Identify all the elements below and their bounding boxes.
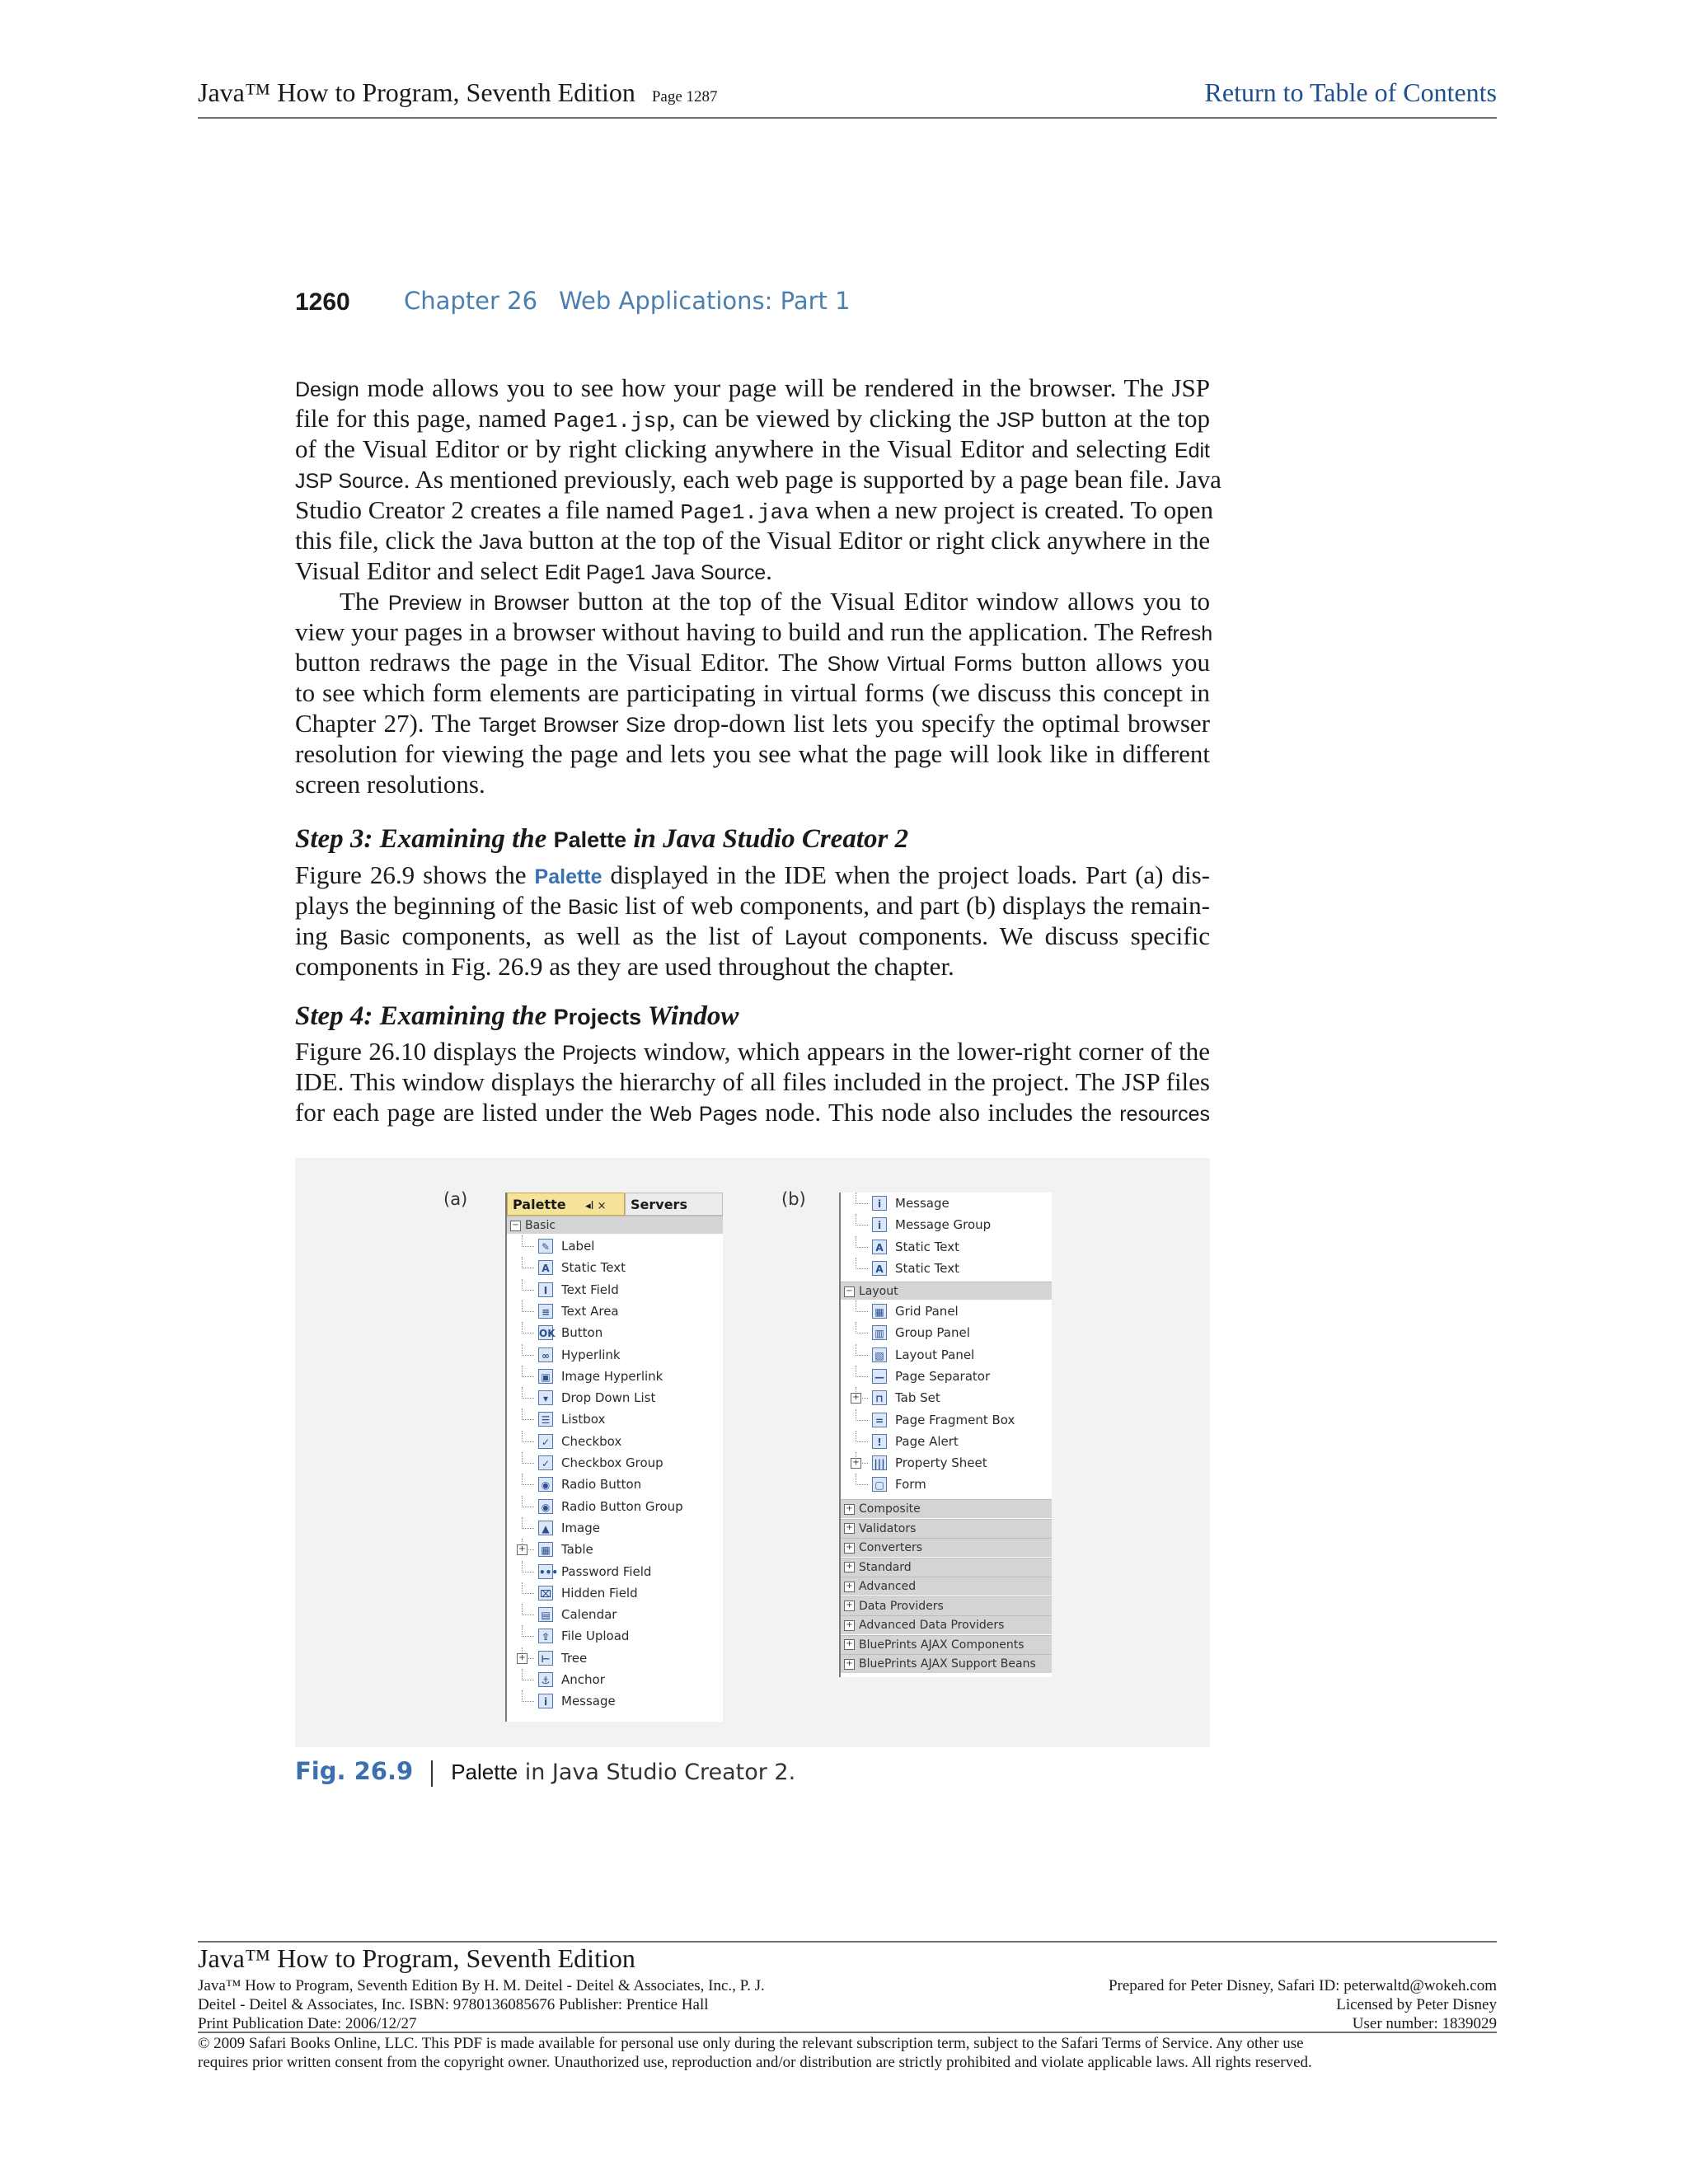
text-line: Figure 26.9 shows the Palette displayed in the IDE when the project loads. Part (a) dis-: [295, 860, 1210, 889]
paragraph-preview-buttons: [295, 586, 1213, 799]
form-icon: ▢: [872, 1477, 887, 1492]
palette-item-label: Tree: [561, 1650, 588, 1666]
text-line: ing Basic components, as well as the list of Layout components. We discuss specific: [295, 921, 1210, 950]
figure-label-a: (a): [443, 1189, 468, 1209]
expand-icon[interactable]: +: [851, 1458, 861, 1469]
text-line: JSP Source. As mentioned previously, each web page is supported by a page bean file. Java: [295, 465, 1221, 494]
section-standard[interactable]: [841, 1558, 1052, 1577]
palette-item-label[interactable]: [507, 1235, 723, 1257]
caption-rest: in Java Studio Creator 2.: [518, 1760, 796, 1785]
footer-book-title: Java™ How to Program, Seventh Edition: [198, 1943, 635, 1973]
expand-icon: +: [844, 1659, 855, 1670]
palette-item-hidden-field[interactable]: [507, 1582, 723, 1604]
section-label: Standard: [859, 1560, 912, 1574]
palette-item-label: Static Text: [895, 1260, 959, 1276]
palette-item-label: Text Field: [561, 1282, 619, 1297]
paragraph-design-mode: [295, 373, 1221, 586]
palette-panel-a: [505, 1193, 723, 1722]
palette-item-label: Checkbox: [561, 1433, 622, 1449]
header-page-label: Page 1287: [651, 88, 718, 105]
expand-icon[interactable]: +: [517, 1544, 528, 1555]
footer-right-line-3: User number: 1839029: [1352, 2015, 1497, 2032]
section-composite[interactable]: [841, 1499, 1052, 1518]
palette-item-checkbox-group[interactable]: [507, 1452, 723, 1474]
tree-connector: [522, 1387, 534, 1399]
section-blueprints-ajax-components[interactable]: [841, 1635, 1052, 1654]
tree-connector: [522, 1582, 534, 1594]
palette-item-label: Layout Panel: [895, 1347, 975, 1362]
file-upload-icon: ⇪: [538, 1629, 553, 1643]
paragraph-step3: [295, 860, 1210, 982]
palette-item-text-area[interactable]: [507, 1301, 723, 1322]
text-line: Chapter 27). The Target Browser Size drop-down list lets you specify the optimal browser: [295, 709, 1210, 738]
expand-icon[interactable]: +: [517, 1653, 528, 1664]
palette-item-label: Tab Set: [895, 1390, 940, 1406]
tree-connector: [856, 1344, 868, 1356]
password-field-icon: •••: [538, 1564, 553, 1579]
section-label: Data Providers: [859, 1599, 944, 1613]
section-label: Composite: [859, 1502, 921, 1516]
collapse-icon: −: [510, 1221, 521, 1231]
text-line: plays the beginning of the Basic list of web components, and part (b) displays the remain-: [295, 891, 1210, 920]
checkbox-group-icon: ✓: [538, 1455, 553, 1470]
message-group-icon: i: [872, 1217, 887, 1232]
palette-item-image[interactable]: [507, 1517, 723, 1539]
message-icon: i: [538, 1694, 553, 1708]
palette-item-radio-button-group[interactable]: [507, 1496, 723, 1517]
palette-item-label: Message: [561, 1694, 616, 1709]
palette-item-table[interactable]: [507, 1539, 723, 1560]
palette-item-label: Password Field: [561, 1563, 652, 1579]
palette-tab-controls[interactable]: ◂I ×: [585, 1200, 607, 1212]
expand-icon: +: [844, 1601, 855, 1611]
expand-icon[interactable]: +: [851, 1393, 861, 1404]
step3-heading: Step 3: Examining the Palette in Java Studio Creator 2: [295, 824, 909, 854]
radio-button-group-icon: ◉: [538, 1499, 553, 1514]
text-line: for each page are listed under the Web Pages node. This node also includes the resources: [295, 1098, 1210, 1127]
text-line: Design mode allows you to see how your page will be rendered in the browser. The JSP: [295, 373, 1210, 402]
tree-connector: [856, 1193, 868, 1204]
palette-item-label: Text Area: [561, 1303, 619, 1319]
section-layout-label: Layout: [859, 1285, 898, 1298]
palette-item-label: Image Hyperlink: [561, 1368, 663, 1384]
tree-connector: [522, 1474, 534, 1485]
expand-icon: +: [844, 1562, 855, 1572]
palette-item-image-hyperlink[interactable]: [507, 1366, 723, 1387]
text-line: to see which form elements are participating in virtual forms (we discuss this concept in: [295, 678, 1210, 707]
footer-copyright-line-2: requires prior written consent from the copyright owner. Unauthorized use, reproduction and/or distribution are strictly prohibited and violate applicable laws. All rights reserved.: [198, 2054, 1312, 2071]
footer-left-line-2: Deitel - Deitel & Associates, Inc. ISBN: 9780136085676 Publisher: Prentice Hall: [198, 1996, 709, 2013]
palette-item-label: Radio Button: [561, 1477, 642, 1493]
figure-label-b: (b): [781, 1189, 806, 1209]
caption-figure-number: Fig. 26.9: [295, 1757, 414, 1785]
palette-item-tab-set[interactable]: [841, 1387, 1052, 1408]
expand-icon: +: [844, 1620, 855, 1631]
palette-tab[interactable]: [507, 1193, 625, 1216]
palette-item-grid-panel[interactable]: [841, 1301, 1052, 1322]
palette-item-label: Property Sheet: [895, 1455, 987, 1471]
figure-caption: [295, 1757, 795, 1787]
tree-connector: [856, 1214, 868, 1226]
palette-item-label: Grid Panel: [895, 1304, 959, 1319]
tree-connector: [522, 1496, 534, 1507]
section-label: Converters: [859, 1541, 923, 1554]
text-line: button redraws the page in the Visual Editor. The Show Virtual Forms button allows you: [295, 648, 1210, 677]
palette-item-label: Message Group: [895, 1217, 992, 1233]
caption-palette-word: Palette: [451, 1760, 518, 1784]
palette-item-tree[interactable]: [507, 1647, 723, 1669]
tree-connector: [522, 1625, 534, 1637]
palette-item-label: Page Fragment Box: [895, 1412, 1015, 1427]
footer-left-line-1: Java™ How to Program, Seventh Edition By H. M. Deitel - Deitel & Associates, Inc., P. J.: [198, 1977, 765, 1994]
palette-item-label: Table: [561, 1542, 593, 1558]
text-line: Figure 26.10 displays the Projects window, which appears in the lower-right corner of the: [295, 1037, 1210, 1066]
palette-item-password-field[interactable]: [507, 1561, 723, 1582]
header-book-title: [198, 77, 718, 108]
palette-item-message[interactable]: [841, 1193, 1052, 1214]
tab-set-icon: ⊓: [872, 1390, 887, 1405]
paragraph-step4: [295, 1036, 1210, 1127]
tree-connector: [856, 1474, 868, 1485]
palette-item-label: Page Alert: [895, 1433, 959, 1449]
palette-item-label: Static Text: [895, 1239, 959, 1254]
tree-connector: [522, 1690, 534, 1702]
image-icon: ▲: [538, 1521, 553, 1535]
tree-connector: [856, 1322, 868, 1333]
tree-connector: [856, 1301, 868, 1312]
section-advanced-data-providers[interactable]: [841, 1615, 1052, 1634]
tree-connector: [522, 1366, 534, 1377]
section-label: BluePrints AJAX Components: [859, 1638, 1025, 1652]
caption-divider: [431, 1760, 433, 1787]
palette-item-label: Anchor: [561, 1672, 605, 1687]
drop-down-list-icon: ▾: [538, 1390, 553, 1405]
tree-connector: [856, 1236, 868, 1248]
text-line: view your pages in a browser without having to build and run the application. The Refresh: [295, 617, 1213, 646]
palette-item-file-upload[interactable]: [507, 1625, 723, 1647]
palette-item-anchor[interactable]: [507, 1669, 723, 1690]
tree-connector: [522, 1561, 534, 1572]
checkbox-icon: ✓: [538, 1434, 553, 1449]
palette-item-static-text[interactable]: [841, 1258, 1052, 1279]
palette-item-calendar[interactable]: [507, 1604, 723, 1625]
page-separator-icon: —: [872, 1369, 887, 1384]
palette-item-text-field[interactable]: [507, 1279, 723, 1301]
text-area-icon: ≡: [538, 1304, 553, 1319]
tree-connector: [522, 1604, 534, 1615]
footer-right-line-2: Licensed by Peter Disney: [1336, 1996, 1497, 2013]
static-text-icon: A: [538, 1260, 553, 1275]
calendar-icon: ▤: [538, 1607, 553, 1622]
static-text-icon: A: [872, 1240, 887, 1254]
footer-rule-bottom: [198, 2032, 1497, 2033]
servers-tab[interactable]: Servers: [625, 1193, 723, 1216]
footer-right-line-1: Prepared for Peter Disney, Safari ID: peterwaltd@wokeh.com: [1108, 1977, 1497, 1994]
palette-item-label: Label: [561, 1239, 595, 1254]
label-icon: ✎: [538, 1239, 553, 1254]
tree-connector: [856, 1431, 868, 1442]
section-label: Advanced Data Providers: [859, 1619, 1005, 1632]
text-line: screen resolutions.: [295, 770, 485, 799]
text-line: resolution for viewing the page and lets you see what the page will look like in different: [295, 739, 1210, 768]
palette-item-page-alert[interactable]: [841, 1431, 1052, 1452]
message-icon: i: [872, 1196, 887, 1211]
palette-item-label: Drop Down List: [561, 1390, 656, 1406]
palette-item-label: Static Text: [561, 1260, 626, 1276]
return-to-toc-link[interactable]: Return to Table of Contents: [1204, 77, 1497, 107]
palette-item-label: Image: [561, 1520, 600, 1535]
tree-connector: [522, 1279, 534, 1291]
palette-item-property-sheet[interactable]: [841, 1452, 1052, 1474]
palette-item-label: Calendar: [561, 1607, 617, 1623]
expand-icon: +: [844, 1504, 855, 1515]
section-data-providers[interactable]: [841, 1596, 1052, 1615]
chapter-number: Chapter 26: [404, 287, 538, 315]
palette-item-drop-down-list[interactable]: [507, 1387, 723, 1408]
header-rule: [198, 117, 1497, 119]
section-label: BluePrints AJAX Support Beans: [859, 1657, 1036, 1671]
expand-icon: +: [844, 1523, 855, 1534]
button-icon: OK: [538, 1325, 553, 1340]
figure-palette: [295, 1158, 1210, 1747]
tree-connector: [522, 1517, 534, 1529]
tree-connector: [522, 1344, 534, 1356]
text-line: IDE. This window displays the hierarchy of all files included in the project. The JSP files: [295, 1067, 1210, 1096]
palette-item-static-text[interactable]: [841, 1236, 1052, 1258]
palette-item-listbox[interactable]: [507, 1408, 723, 1430]
static-text-icon: A: [872, 1261, 887, 1276]
palette-item-hyperlink[interactable]: [507, 1344, 723, 1366]
expand-icon: +: [844, 1582, 855, 1592]
palette-item-label: Radio Button Group: [561, 1498, 683, 1514]
section-validators[interactable]: [841, 1519, 1052, 1538]
hyperlink-icon: ∞: [538, 1347, 553, 1362]
text-line: Studio Creator 2 creates a file named Page1.java when a new project is created. To open: [295, 495, 1213, 525]
section-converters[interactable]: [841, 1538, 1052, 1557]
table-icon: ▦: [538, 1542, 553, 1557]
palette-item-static-text[interactable]: [507, 1257, 723, 1278]
palette-item-label: Message: [895, 1196, 950, 1211]
palette-item-label: Checkbox Group: [561, 1455, 663, 1470]
palette-item-message-group[interactable]: [841, 1214, 1052, 1235]
palette-item-group-panel[interactable]: [841, 1322, 1052, 1343]
chapter-title: Web Applications: Part 1: [559, 287, 851, 315]
tree-connector: [522, 1669, 534, 1680]
text-line: this file, click the Java button at the top of the Visual Editor or right click anywhere in the: [295, 526, 1211, 555]
expand-icon: +: [844, 1543, 855, 1554]
palette-item-layout-panel[interactable]: [841, 1344, 1052, 1366]
page-fragment-box-icon: =: [872, 1413, 887, 1427]
tree-connector: [522, 1301, 534, 1312]
tree-connector: [522, 1452, 534, 1464]
section-label: Advanced: [859, 1580, 917, 1593]
tree-connector: [856, 1258, 868, 1269]
hidden-field-icon: ⌧: [538, 1586, 553, 1601]
tree-connector: [522, 1408, 534, 1420]
section-advanced[interactable]: [841, 1577, 1052, 1596]
text-line: The Preview in Browser button at the top of the Visual Editor window allows you to: [340, 587, 1210, 616]
palette-item-label: Page Separator: [895, 1368, 991, 1384]
palette-item-message[interactable]: [507, 1690, 723, 1712]
step4-heading: Step 4: Examining the Projects Window: [295, 1001, 739, 1031]
page-alert-icon: !: [872, 1434, 887, 1449]
group-panel-icon: ▥: [872, 1325, 887, 1340]
running-page-number: 1260: [295, 288, 350, 316]
tree-connector: [856, 1409, 868, 1421]
grid-panel-icon: ▦: [872, 1304, 887, 1319]
palette-item-radio-button[interactable]: [507, 1474, 723, 1495]
section-blueprints-ajax-support-beans[interactable]: [841, 1654, 1052, 1673]
text-field-icon: I: [538, 1282, 553, 1297]
palette-item-page-fragment-box[interactable]: [841, 1409, 1052, 1431]
tree-connector: [522, 1257, 534, 1268]
running-chapter: [404, 287, 851, 315]
palette-item-label: Hidden Field: [561, 1585, 638, 1601]
tree-connector: [856, 1366, 868, 1377]
palette-item-page-separator[interactable]: [841, 1366, 1052, 1387]
section-basic-label: Basic: [525, 1219, 556, 1232]
section-layout[interactable]: [841, 1282, 1052, 1300]
footer-rule-top: [198, 1941, 1497, 1943]
listbox-icon: ☰: [538, 1412, 553, 1427]
layout-panel-icon: ▧: [872, 1347, 887, 1362]
text-line: Visual Editor and select Edit Page1 Java Source.: [295, 556, 772, 585]
expand-icon: +: [844, 1639, 855, 1650]
palette-item-label: Hyperlink: [561, 1347, 621, 1362]
section-label: Validators: [859, 1521, 917, 1535]
palette-panel-b: [839, 1193, 1052, 1677]
palette-item-form[interactable]: [841, 1474, 1052, 1495]
footer-copyright-line-1: © 2009 Safari Books Online, LLC. This PDF is made available for personal use only during the relevant subscription term, subject to the Safari Terms of Service. Any other use: [198, 2035, 1304, 2052]
tree-connector: [522, 1235, 534, 1247]
palette-item-label: Listbox: [561, 1412, 606, 1427]
palette-item-checkbox[interactable]: [507, 1431, 723, 1452]
text-line: of the Visual Editor or by right clicking anywhere in the Visual Editor and selecting Edit: [295, 434, 1210, 463]
palette-tab-label: Palette: [513, 1197, 566, 1212]
text-line: components in Fig. 26.9 as they are used throughout the chapter.: [295, 952, 954, 981]
header-title-text: Java™ How to Program, Seventh Edition: [198, 77, 635, 107]
palette-item-label: Form: [895, 1477, 926, 1493]
image-hyperlink-icon: ▣: [538, 1369, 553, 1384]
tree-icon: ⊢: [538, 1651, 553, 1666]
property-sheet-icon: |||: [872, 1455, 887, 1470]
section-basic[interactable]: [507, 1216, 723, 1234]
tree-connector: [522, 1431, 534, 1442]
palette-item-label: Button: [561, 1325, 603, 1341]
palette-item-label: Group Panel: [895, 1325, 970, 1341]
palette-item-label: File Upload: [561, 1629, 630, 1644]
palette-item-button[interactable]: [507, 1322, 723, 1343]
footer-left-line-3: Print Publication Date: 2006/12/27: [198, 2015, 417, 2032]
radio-button-icon: ◉: [538, 1477, 553, 1492]
text-line: file for this page, named Page1.jsp, can be viewed by clicking the JSP button at the top: [295, 404, 1210, 434]
anchor-icon: ⚓: [538, 1672, 553, 1687]
tree-connector: [522, 1322, 534, 1333]
collapse-icon: −: [844, 1286, 855, 1297]
